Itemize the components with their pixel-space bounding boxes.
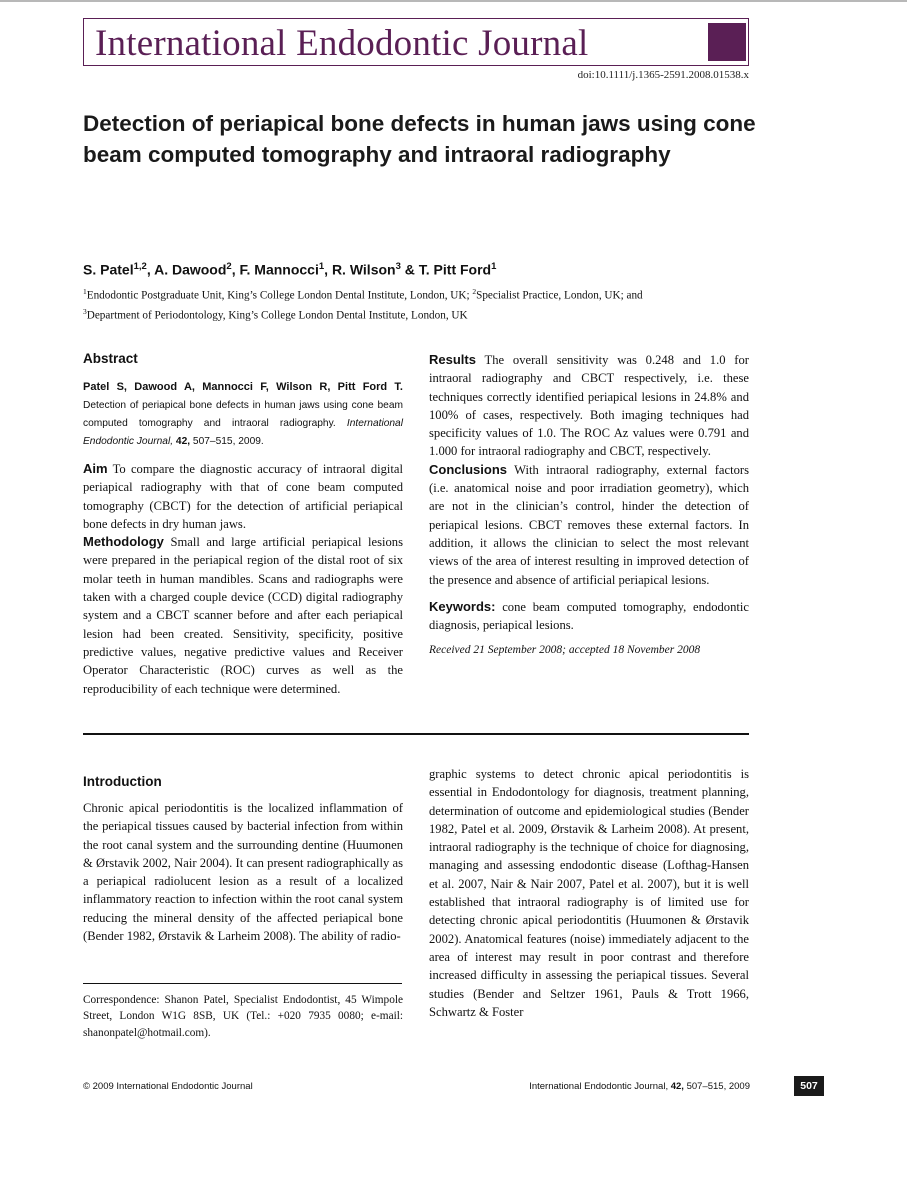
aim-text: To compare the diagnostic accuracy of intraoral digital periapical radiography with that of cone beam computed tomography (CBCT) for the detection of artificial periapical bone defects in dry human jaws.	[83, 462, 404, 531]
affiliation: Specialist Practice, London, UK; and	[476, 289, 643, 302]
abstract-methodology	[83, 533, 403, 698]
citation-title: Detection of periapical bone defects in human jaws using cone beam computed tomography and intraoral radiography.	[83, 400, 403, 429]
affiliation: Endodontic Postgraduate Unit, King’s College London Dental Institute, London, UK;	[86, 289, 470, 302]
page-number: 507	[794, 1076, 824, 1096]
author-name: R. Wilson	[331, 261, 396, 278]
results-label: Results	[429, 352, 476, 367]
citation-journal: International Endodontic Journal,	[83, 418, 403, 447]
affiliation-sup: 1	[83, 287, 87, 296]
section-divider	[83, 733, 749, 735]
author-list: S. Patel$^{1,2}$, A. Dawood$^2$, F. Mannocci$^1$, R. Wilson$^3$ & T. Pitt Ford$^1$	[83, 261, 497, 278]
author-name: F. Mannocci	[239, 261, 319, 278]
introduction-left-column	[83, 774, 403, 945]
conclusions-text: With intraoral radiography, external factors (i.e. anatomical noise and poor irradiation geometry), which are not in the clinician’s control, hinder the detection of periapical lesions. CBCT removes these external factors. In addition, it allows the clinician to select the most relevant views of the area of interest resulting in improved detection of the presence and absence of artificial periapical lesions.	[429, 462, 749, 587]
author-name: S. Patel	[83, 261, 134, 278]
citation-authors: Patel S, Dawood A, Mannocci F, Wilson R, Pitt Ford T.	[83, 381, 403, 393]
aim-label: Aim	[83, 461, 108, 476]
journal-masthead	[83, 18, 749, 66]
author-sup: 1	[318, 261, 325, 272]
abstract-keywords	[429, 598, 749, 635]
abstract-right-column	[429, 351, 749, 656]
article-title: Detection of periapical bone defects in human jaws using cone beam computed tomography and intraoral radiography	[83, 111, 756, 167]
footnote-rule	[83, 983, 402, 984]
conclusions-label: Conclusions	[429, 461, 508, 477]
affiliation: Department of Periodontology, King’s College London Dental Institute, London, UK	[86, 309, 468, 322]
correspondence: Correspondence: Shanon Patel, Specialist Endodontist, 45 Wimpole Street, London W1G 8SB, UK (Tel.: +020 7935 0080; e-mail: shanonpatel@hotmail.com).	[83, 994, 403, 1039]
citation-pages: 507–515, 2009.	[192, 436, 264, 447]
abstract-aim	[83, 460, 403, 533]
introduction-right-column	[429, 765, 749, 1021]
results-text: The overall sensitivity was 0.248 and 1.0 for intraoral radiography and CBCT respectively, i.e. these techniques correctly identified periapical lesions in 24.8% and 100% of cases, respectively. Both imaging techniques had specificity values of 1.0. The ROC Az values were 0.791 and 1.000 for intraoral radiography and CBCT, respectively.	[429, 353, 749, 459]
affiliation-sup: 3	[83, 306, 87, 316]
copyright: © 2009 International Endodontic Journal	[83, 1081, 253, 1092]
author-name: A. Dawood	[154, 261, 227, 278]
journal-ref-pages: 507–515, 2009	[686, 1081, 750, 1092]
journal-reference	[529, 1081, 750, 1092]
abstract-heading: Abstract	[83, 351, 138, 366]
affiliations	[83, 284, 763, 323]
introduction-text-right: graphic systems to detect chronic apical periodontitis is essential in Endodontology for diagnosis, treatment planning, determination of outcome and epidemiological studies (Bender 1982, Patel et al. 2009, Ørstavik & Larheim 2008). At present, intraoral radiography is the technique of choice for diagnosing, managing and assessing endodontic disease (Lofthag-Hansen et al. 2007, Nair & Nair 2007, Patel et al. 2007), but it is well established that intraoral radiography is of limited use for detecting chronic apical periodontitis (Huumonen & Ørstavik 2002). Anatomical features (noise) immediately adjacent to the area of interest may result in poor contrast and therefore increased difficulty in assessing the periapical tissues. Several studies (Bender and Seltzer 1961, Pauls & Trott 1966, Schwartz & Foster	[429, 767, 749, 1019]
journal-ref-prefix: International Endodontic Journal,	[529, 1081, 669, 1092]
methodology-label: Methodology	[83, 534, 164, 550]
abstract-left-column	[83, 351, 403, 698]
author-sup: 3	[395, 261, 401, 272]
keywords-text: cone beam computed tomography, endodontic diagnosis, periapical lesions.	[429, 599, 749, 633]
affiliation-sup: 2	[472, 287, 477, 296]
citation-volume: 42,	[175, 436, 191, 447]
journal-ref-volume: 42,	[670, 1081, 684, 1092]
abstract-citation	[83, 378, 403, 451]
doi[interactable]: doi:10.1111/j.1365-2591.2008.01538.x	[577, 69, 749, 81]
methodology-text: Small and large artificial periapical lesions were prepared in the periapical region of the distal root of six molar teeth in human mandibles. Scans and radiographs were taken with a charged couple device (CCD) digital radiography system and a CBCT scanner before and after each periapical lesion had been created. Sensitivity, specificity, positive predictive values, negative predictive values and Receiver Operator Characteristic (ROC) curves as well as the reproducibility of each technique were determined.	[83, 535, 403, 696]
introduction-text-left: Chronic apical periodontitis is the localized inflammation of the periapical tissues caused by bacterial infection from within the root canal system and the surrounding dentine (Huumonen & Ørstavik 2002, Nair 2004). It can present radiographically as a periapical radiolucent lesion as a result of a localized inflammatory reaction to infection within the root canal system reducing the mineral density of the affected periapical bone (Bender 1982, Ørstavik & Larheim 2008). The ability of radio-	[83, 801, 403, 944]
author-sup: 1	[491, 261, 497, 272]
introduction-heading: Introduction	[83, 774, 162, 789]
received-dates: Received 21 September 2008; accepted 18 November 2008	[429, 644, 701, 657]
author-sup: 2	[226, 261, 232, 272]
author-sup: 1,2	[133, 261, 147, 272]
abstract-results	[429, 351, 749, 461]
page-top-edge	[0, 0, 907, 2]
keywords-label: Keywords:	[429, 598, 496, 614]
abstract-conclusions	[429, 461, 749, 589]
journal-logo-square	[708, 23, 746, 61]
journal-name: International Endodontic Journal	[95, 23, 589, 64]
author-name: T. Pitt Ford	[418, 261, 492, 278]
